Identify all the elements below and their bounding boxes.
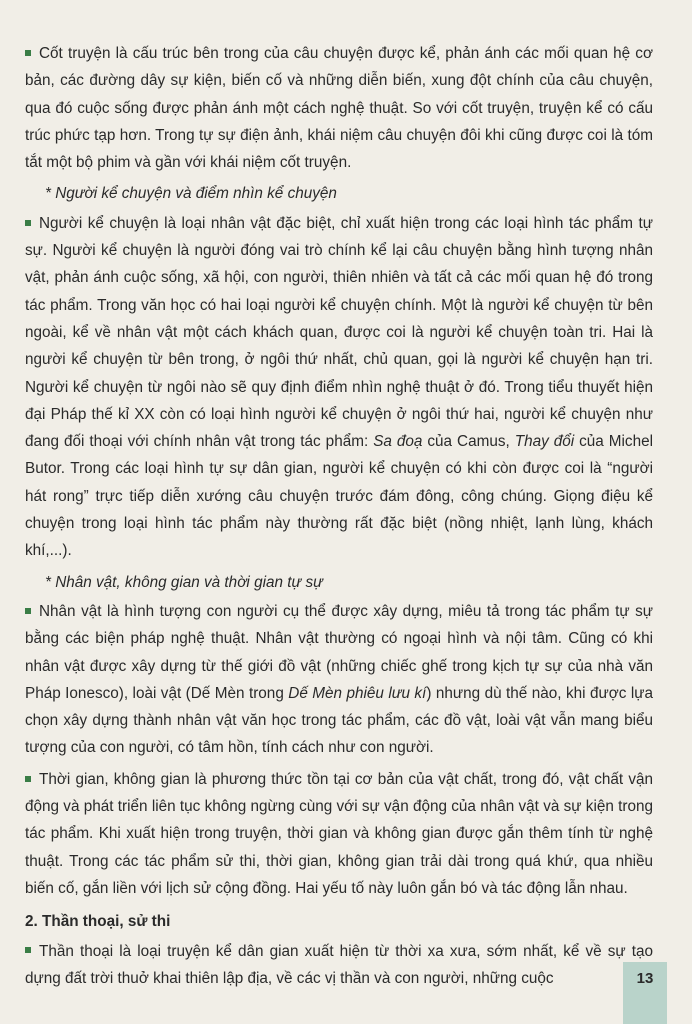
paragraph-text: Người kể chuyện là loại nhân vật đặc biệt, chỉ xuất hiện trong các loại hình tác phẩm tự sự. Người kể chuyện là người đóng vai trò chính kể lại câu chuyện bằng hình tượng nhân vật, phản ánh cuộc sống, xã hội, con người, thiên nhiên và tất cả các mối quan hệ đó trong tác phẩm. Trong văn học có hai loại người kể chuyện chính. Một là người kể chuyện từ bên ngoài, kể về nhân vật một cách khách quan, được coi là người kể chuyện toàn tri. Hai là người kể chuyện từ bên trong, ở ngôi thứ nhất, chủ quan, gọi là người kể chuyện hạn tri. Người kể chuyện từ ngôi nào sẽ quy định điểm nhìn nghệ thuật ở đó. Trong tiểu thuyết hiện đại Pháp thế kỉ XX còn có loại hình người kể chuyện ở ngôi thứ hai, người kể chuyện như đang đối thoại với chính nhân vật trong tác phẩm:: [25, 214, 653, 451]
paragraph-text: ) nhưng dù thế nào, khi được lựa chọn xây dựng thành nhân vật văn học trong tác phẩm, các đồ vật, loài vật vẫn mang biểu tượng của con người, có tâm hồn, tính cách như con người.: [25, 684, 653, 757]
bullet-square-icon: [25, 776, 31, 782]
page-number: 13: [636, 970, 654, 987]
subheading: * Nhân vật, không gian và thời gian tự sự: [45, 573, 323, 591]
paragraph-text: Thần thoại là loại truyện kể dân gian xuất hiện từ thời xa xưa, sớm nhất, kể về sự tạo dựng đất trời thuở khai thiên lập địa, về các vị thần và con người, những cuộc: [25, 942, 653, 987]
paragraph-text: Thời gian, không gian là phương thức tồn tại cơ bản của vật chất, trong đó, vật chất vận động và phát triển liên tục không ngừng cùng với sự vận động của nhân vật và sự kiện trong tác phẩm. Khi xuất hiện trong truyện, thời gian và không gian được gắn thêm tính từ nghệ thuật. Trong các tác phẩm sử thi, thời gian, không gian trải dài trong quá khứ, qua nhiều biến cố, gắn liền với lịch sử cộng đồng. Hai yếu tố này luôn gắn bó và tác động lẫn nhau.: [25, 770, 653, 897]
page-content: [25, 40, 653, 996]
bullet-square-icon: [25, 608, 31, 614]
bullet-square-icon: [25, 50, 31, 56]
italic-title: Sa đoạ: [373, 433, 423, 451]
italic-title: Thay đổi: [514, 433, 575, 451]
bullet-square-icon: [25, 220, 31, 226]
body-paragraph: [25, 766, 653, 902]
section-heading: 2. Thần thoại, sử thi: [25, 913, 171, 931]
subheading: * Người kể chuyện và điểm nhìn kể chuyện: [45, 185, 337, 203]
italic-title: Dế Mèn phiêu lưu kí: [288, 684, 427, 702]
bullet-square-icon: [25, 947, 31, 953]
paragraph-text: Nhân vật là hình tượng con người cụ thể được xây dựng, miêu tả trong tác phẩm tự sự bằng các biện pháp nghệ thuật. Nhân vật thường có ngoại hình và nội tâm. Cũng có khi nhân vật được xây dựng từ thế giới đồ vật (những chiếc ghế trong kịch tự sự của nhà văn Pháp Ionesco), loài vật (Dế Mèn trong: [25, 602, 653, 702]
body-paragraph: [25, 40, 653, 176]
paragraph-text: Cốt truyện là cấu trúc bên trong của câu chuyện được kể, phản ánh các mối quan hệ cơ bản, các đường dây sự kiện, biến cố và những diễn biến, xung đột chính của câu chuyện, qua đó cuộc sống được phản ánh một cách nghệ thuật. So với cốt truyện, truyện kể có cấu trúc phức tạp hơn. Trong tự sự điện ảnh, khái niệm câu chuyện đôi khi cũng được coi là tóm tắt một bộ phim và gần với khái niệm cốt truyện.: [25, 45, 653, 172]
page-number-tab: [623, 962, 667, 1024]
body-paragraph: [25, 598, 653, 762]
paragraph-text: của Michel Butor. Trong các loại hình tự sự dân gian, người kể chuyện có khi còn được coi là “người hát rong” trực tiếp diễn xướng câu chuyện trước đám đông, công chúng. Giọng điệu kể chuyện trong loại hình tác phẩm này thường rất đặc biệt (nồng nhiệt, lạnh lùng, khách khí,...).: [25, 433, 653, 560]
paragraph-text: của Camus,: [422, 433, 515, 451]
body-paragraph: [25, 210, 653, 565]
body-paragraph: [25, 938, 653, 993]
